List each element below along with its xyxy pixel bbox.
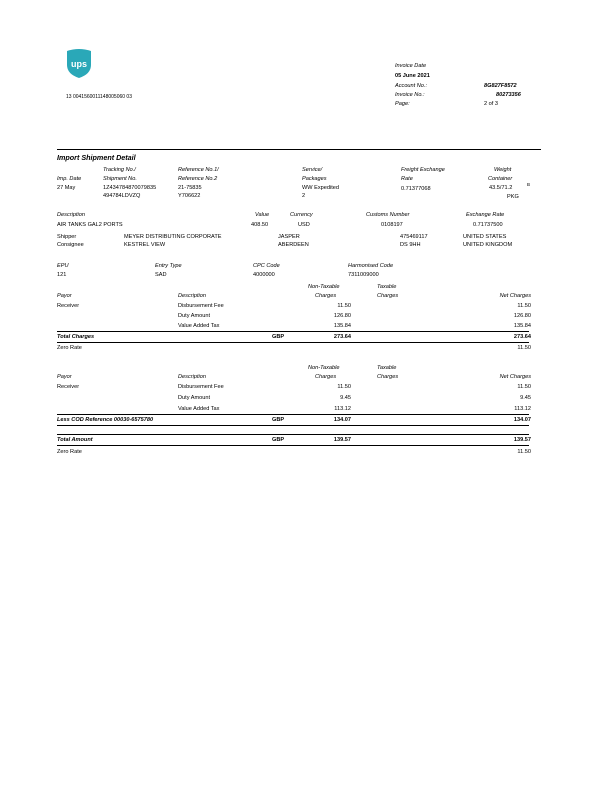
goods-currency: USD	[298, 222, 310, 228]
shipper-postal: 475469117	[400, 234, 428, 240]
b1-row-net: 135.84	[513, 323, 531, 329]
b2-total-underline	[57, 445, 529, 446]
goods-customs-number: 0108197	[381, 222, 403, 228]
page-label: Page:	[395, 101, 410, 107]
b2-row-desc: Duty Amount	[178, 395, 211, 401]
b2-hdr-charges-t: Charges	[377, 374, 399, 380]
b1-hdr-description: Description	[178, 293, 206, 299]
b2-total-nt: 139.57	[333, 437, 351, 443]
b2-zero-rate-label: Zero Rate	[57, 449, 82, 455]
b2-cod-currency: GBP	[272, 417, 285, 423]
reference2-value: Y706622	[178, 193, 201, 199]
b1-row-nt: 135.84	[333, 323, 351, 329]
hdr-weight: Weight	[494, 167, 512, 173]
hdr-entry-type: Entry Type	[155, 263, 182, 269]
b1-hdr-non-taxable: Non-Taxable	[308, 284, 340, 290]
b1-row-desc: Duty Amount	[178, 313, 211, 319]
hdr-service: Service/	[302, 167, 323, 173]
shipper-label: Shipper	[57, 234, 77, 240]
b2-cod-rule	[57, 414, 529, 415]
b1-hdr-charges-nt: Charges	[315, 293, 337, 299]
hdr-description: Description	[57, 212, 85, 218]
hdr-harmonised-code: Harmonised Code	[348, 263, 394, 269]
b2-cod-underline	[57, 425, 529, 426]
section-rule	[57, 149, 541, 150]
b2-row-nt: 11.50	[337, 384, 351, 390]
shipper-city: JASPER	[278, 234, 300, 240]
tracking-no-value: 1Z434784870079835	[103, 185, 157, 191]
ups-shield-logo-icon	[66, 48, 92, 79]
b2-row-desc: Disbursement Fee	[178, 384, 224, 390]
harmonised-code-value: 7311009000	[348, 272, 379, 278]
b2-row-net: 113.12	[514, 406, 531, 412]
account-label: Account No.:	[395, 83, 428, 89]
b2-hdr-taxable: Taxable	[377, 365, 397, 371]
imp-date-value: 27 May	[57, 185, 76, 191]
b1-row-net: 11.50	[517, 303, 531, 309]
hdr-reference2: Reference No.2	[178, 176, 218, 182]
b1-total-currency: GBP	[272, 334, 285, 340]
shipper-name: MEYER DISTRIBUTING CORPORATE	[124, 234, 222, 240]
b1-row-desc: Disbursement Fee	[178, 303, 224, 309]
service-value: WW Expedited	[302, 185, 339, 191]
hdr-tracking: Tracking No./	[103, 167, 136, 173]
b1-total-nt: 273.64	[333, 334, 351, 340]
b1-payor: Receiver	[57, 303, 80, 309]
b1-hdr-payor: Payor	[57, 293, 72, 299]
b2-cod-label: Less COD Reference 00030-6575780	[57, 417, 154, 423]
invoice-no-value: 80273356	[496, 92, 521, 98]
b2-zero-rate-value: 11.50	[517, 449, 531, 455]
b1-hdr-net: Net Charges	[499, 293, 531, 299]
hdr-packages: Packages	[302, 176, 327, 182]
b2-total-currency: GBP	[272, 437, 285, 443]
hdr-rate: Rate	[401, 176, 413, 182]
hdr-currency: Currency	[290, 212, 313, 218]
b2-cod-nt: 134.07	[333, 417, 351, 423]
b1-row-desc: Value Added Tax	[178, 323, 220, 329]
b1-total-net: 273.64	[513, 334, 531, 340]
b1-total-rule	[57, 331, 529, 332]
b1-zero-rate-label: Zero Rate	[57, 345, 82, 351]
b1-row-net: 126.80	[513, 313, 531, 319]
b1-hdr-charges-t: Charges	[377, 293, 399, 299]
b2-total-rule	[57, 434, 529, 435]
invoice-date-label: Invoice Date	[395, 63, 427, 69]
consignee-country: UNITED KINGDOM	[463, 242, 513, 248]
hdr-exchange-rate: Exchange Rate	[466, 212, 505, 218]
b1-total-label: Total Charges	[57, 334, 95, 340]
logo-text: ups	[70, 59, 88, 69]
b1-zero-rate-value: 11.50	[517, 345, 531, 351]
hdr-value: Value	[255, 212, 270, 218]
goods-exchange-rate: 0.71737500	[473, 222, 503, 228]
goods-value: 408.50	[251, 222, 269, 228]
container-value: PKG	[507, 194, 519, 200]
b2-row-nt: 113.12	[334, 406, 351, 412]
hdr-container: Container	[488, 176, 513, 182]
b2-total-net: 139.57	[513, 437, 531, 443]
hdr-cpc-code: CPC Code	[253, 263, 280, 269]
shipper-country: UNITED STATES	[463, 234, 507, 240]
b2-hdr-charges-nt: Charges	[315, 374, 337, 380]
hdr-reference1: Reference No.1/	[178, 167, 219, 173]
hdr-epu: EPU	[57, 263, 69, 269]
entry-type-value: SAD	[155, 272, 167, 278]
b2-row-nt: 9.45	[340, 395, 351, 401]
reference1-value: 21-75835	[178, 185, 202, 191]
b2-hdr-description: Description	[178, 374, 206, 380]
consignee-city: ABERDEEN	[278, 242, 309, 248]
hdr-imp-date: Imp. Date	[57, 176, 82, 182]
weight-value: 43.5/71.2	[489, 185, 513, 191]
hdr-freight: Freight Exchange	[401, 167, 445, 173]
consignee-name: KESTREL VIEW	[124, 242, 166, 248]
page-value: 2 of 3	[484, 101, 498, 107]
hdr-shipment-no: Shipment No.	[103, 176, 137, 182]
invoice-date-value: 05 June 2021	[395, 73, 430, 79]
barcode-number: 13 0041560011148005060 03	[66, 94, 132, 100]
consignee-postal: DS 9HH	[400, 242, 421, 248]
b2-row-desc: Value Added Tax	[178, 406, 220, 412]
b1-row-nt: 11.50	[337, 303, 351, 309]
b2-row-net: 9.45	[520, 395, 531, 401]
b2-hdr-net: Net Charges	[499, 374, 531, 380]
section-title: Import Shipment Detail	[57, 153, 136, 162]
packages-value: 2	[302, 193, 306, 199]
invoice-no-label: Invoice No.:	[395, 92, 425, 98]
cpc-code-value: 4000000	[253, 272, 275, 278]
freight-rate-value: 0.71377068	[401, 186, 431, 192]
b2-row-net: 11.50	[517, 384, 531, 390]
b2-cod-net: 134.07	[513, 417, 531, 423]
shipment-no-value: 494784LDVZQ	[103, 193, 141, 199]
b1-total-underline	[57, 342, 529, 343]
b1-hdr-taxable: Taxable	[377, 284, 397, 290]
b2-hdr-non-taxable: Non-Taxable	[308, 365, 340, 371]
b2-payor: Receiver	[57, 384, 80, 390]
epu-value: 121	[57, 272, 67, 278]
b1-row-nt: 126.80	[333, 313, 351, 319]
b2-hdr-payor: Payor	[57, 374, 72, 380]
consignee-label: Consignee	[57, 242, 84, 248]
hdr-customs-number: Customs Number	[366, 212, 410, 218]
goods-description: AIR TANKS GAL2 PORTS	[57, 222, 123, 228]
account-value: 8G827F8572	[484, 83, 517, 89]
b2-total-label: Total Amount	[57, 437, 93, 443]
weight-mark: B	[527, 182, 531, 187]
